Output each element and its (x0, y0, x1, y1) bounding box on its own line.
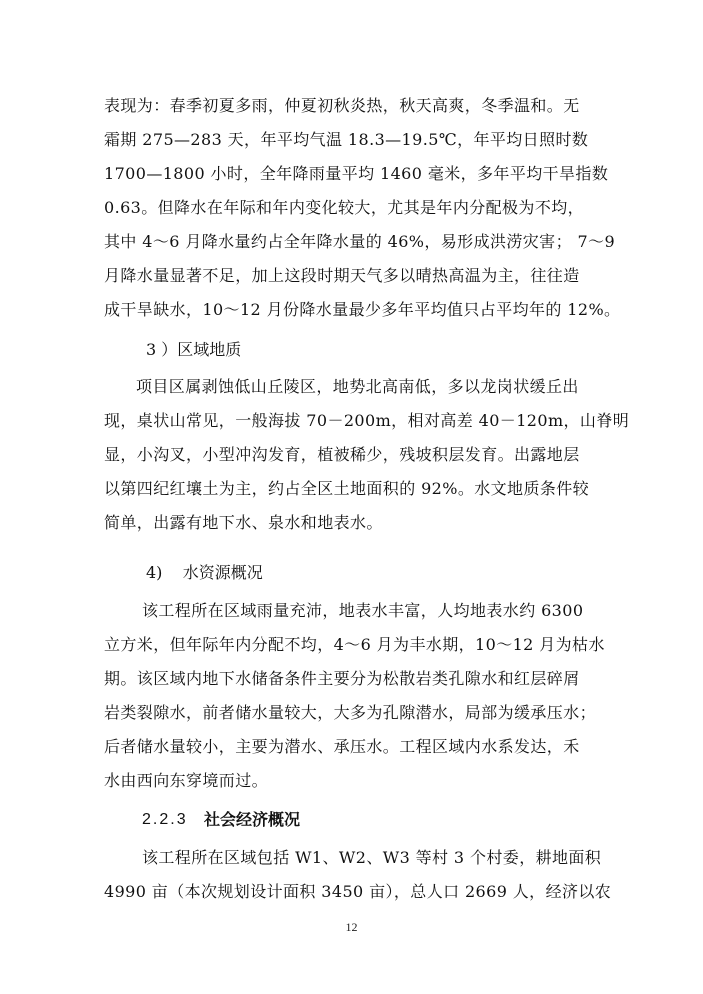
water-line: 立方米，但年际年内分配不均，4～6 月为丰水期，10～12 月为枯水 (104, 635, 605, 654)
climate-line: 霜期 275—283 天，年平均气温 18.3—19.5℃，年平均日照时数 (104, 130, 589, 149)
climate-line: 表现为：春季初夏多雨，仲夏初秋炎热，秋天高爽，冬季温和。无 (104, 96, 580, 115)
water-line: 该工程所在区域雨量充沛，地表水丰富，人均地表水约 6300 (142, 601, 584, 620)
climate-line: 月降水量显著不足，加上这段时期天气多以晴热高温为主，往往造 (104, 266, 580, 285)
section-number: 2.2.3 (142, 811, 188, 828)
water-line: 岩类裂隙水，前者储水量较大，大多为孔隙潜水，局部为缓承压水； (104, 703, 597, 722)
geology-line: 简单，出露有地下水、泉水和地表水。 (104, 513, 383, 532)
geology-line: 显，小沟叉，小型冲沟发育，植被稀少，残坡积层发育。出露地层 (104, 445, 580, 464)
geology-line: 现，桌状山常见，一般海拔 70－200m，相对高差 40－120m，山脊明 (104, 411, 630, 430)
section-heading-geology: 3 ）区域地质 (146, 340, 242, 359)
water-line: 期。该区域内地下水储备条件主要分为松散岩类孔隙水和红层碎屑 (104, 669, 580, 688)
page-number: 12 (345, 920, 358, 934)
section-title: 社会经济概况 (204, 810, 301, 829)
climate-line: 成干旱缺水，10～12 月份降水量最少多年平均值只占平均年的 12%。 (104, 300, 621, 319)
geology-line: 项目区属剥蚀低山丘陵区，地势北高南低，多以龙岗状缓丘出 (136, 377, 579, 396)
section-heading-water: 4) 水资源概况 (146, 563, 263, 582)
geology-line: 以第四纪红壤土为主，约占全区土地面积的 92%。水文地质条件较 (104, 479, 590, 498)
economy-line: 该工程所在区域包括 W1、W2、W3 等村 3 个村委，耕地面积 (142, 848, 602, 867)
climate-line: 1700—1800 小时，全年降雨量平均 1460 毫米，多年平均干旱指数 (104, 164, 609, 183)
climate-line: 0.63。但降水在年际和年内变化较大，尤其是年内分配极为不均， (104, 198, 585, 217)
water-line: 水由西向东穿境而过。 (104, 771, 269, 790)
water-line: 后者储水量较小，主要为潜水、承压水。工程区域内水系发达，禾 (104, 737, 580, 756)
economy-line: 4990 亩（本次规划设计面积 3450 亩），总人口 2669 人，经济以农 (104, 882, 612, 901)
climate-line: 其中 4～6 月降水量约占全年降水量的 46%，易形成洪涝灾害； 7～9 (104, 232, 616, 251)
